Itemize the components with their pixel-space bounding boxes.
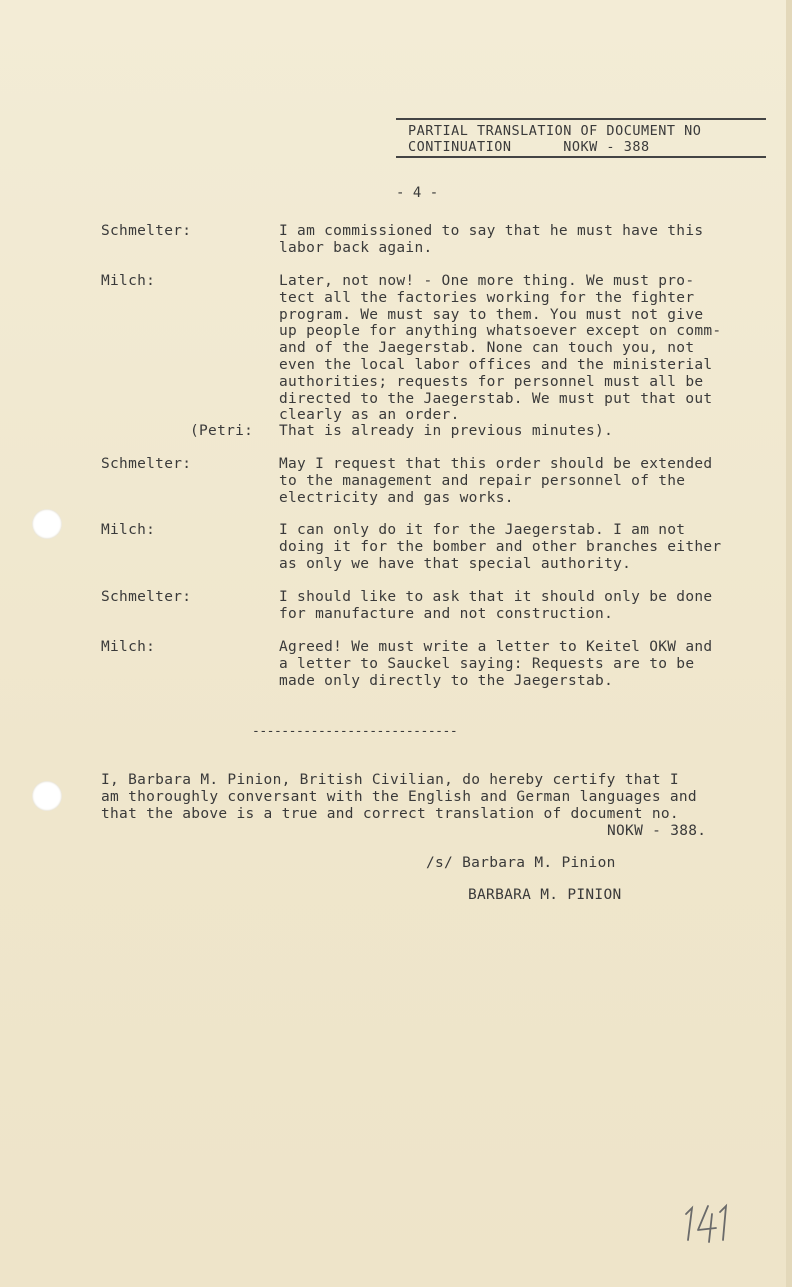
- speech-text: May I request that this order should be extended to the management and repair personnel of the electricity and gas works.: [279, 456, 713, 506]
- speech-text: Later, not now! - One more thing. We must pro- tect all the factories working for the fighter program. We must say to them. You must not give up people for anything whatsoever except on comm- and of the Jaegerstab. None can touch you, not even the local labor offices and the ministerial authorities; requests for personnel must all be directed to the Jaegerstab. We must put that out clearly as an order.: [279, 273, 722, 424]
- header-rule-bottom: [396, 156, 766, 158]
- section-divider: ----------------------------: [252, 724, 458, 739]
- speaker-label: Schmelter:: [101, 589, 192, 605]
- typed-name: BARBARA M. PINION: [468, 887, 622, 903]
- header-title: PARTIAL TRANSLATION OF DOCUMENT NO: [408, 123, 702, 139]
- speech-text: I should like to ask that it should only be done for manufacture and not construction.: [279, 589, 713, 622]
- speaker-label: Milch:: [101, 273, 156, 289]
- speech-text: That is already in previous minutes).: [279, 423, 614, 439]
- signature-line: /s/ Barbara M. Pinion: [426, 855, 616, 871]
- punch-hole-top: [32, 509, 62, 539]
- speech-text: I am commissioned to say that he must have this labor back again.: [279, 223, 704, 256]
- page-number: - 4 -: [396, 185, 439, 201]
- speaker-label: Milch:: [101, 522, 156, 538]
- punch-hole-bottom: [32, 781, 62, 811]
- speaker-label: Milch:: [101, 639, 156, 655]
- handwritten-page-number: [680, 1200, 732, 1244]
- speech-text: I can only do it for the Jaegerstab. I am not doing it for the bomber and other branches either as only we have that special authority.: [279, 522, 722, 572]
- page-edge: [786, 0, 792, 1287]
- speaker-label: (Petri:: [190, 423, 254, 439]
- speech-text: Agreed! We must write a letter to Keitel OKW and a letter to Sauckel saying: Requests are to be made only directly to the Jaegerstab.: [279, 639, 713, 689]
- certification-text: I, Barbara M. Pinion, British Civilian, do hereby certify that I am thoroughly conversant with the English and German languages and that the above is a true and correct translation of document no.: [101, 772, 697, 822]
- header-subtitle: CONTINUATION NOKW - 388: [408, 139, 650, 155]
- speaker-label: Schmelter:: [101, 223, 192, 239]
- certification-reference: NOKW - 388.: [607, 823, 707, 839]
- document-header: [396, 118, 766, 158]
- header-rule-top: [396, 118, 766, 120]
- speaker-label: Schmelter:: [101, 456, 192, 472]
